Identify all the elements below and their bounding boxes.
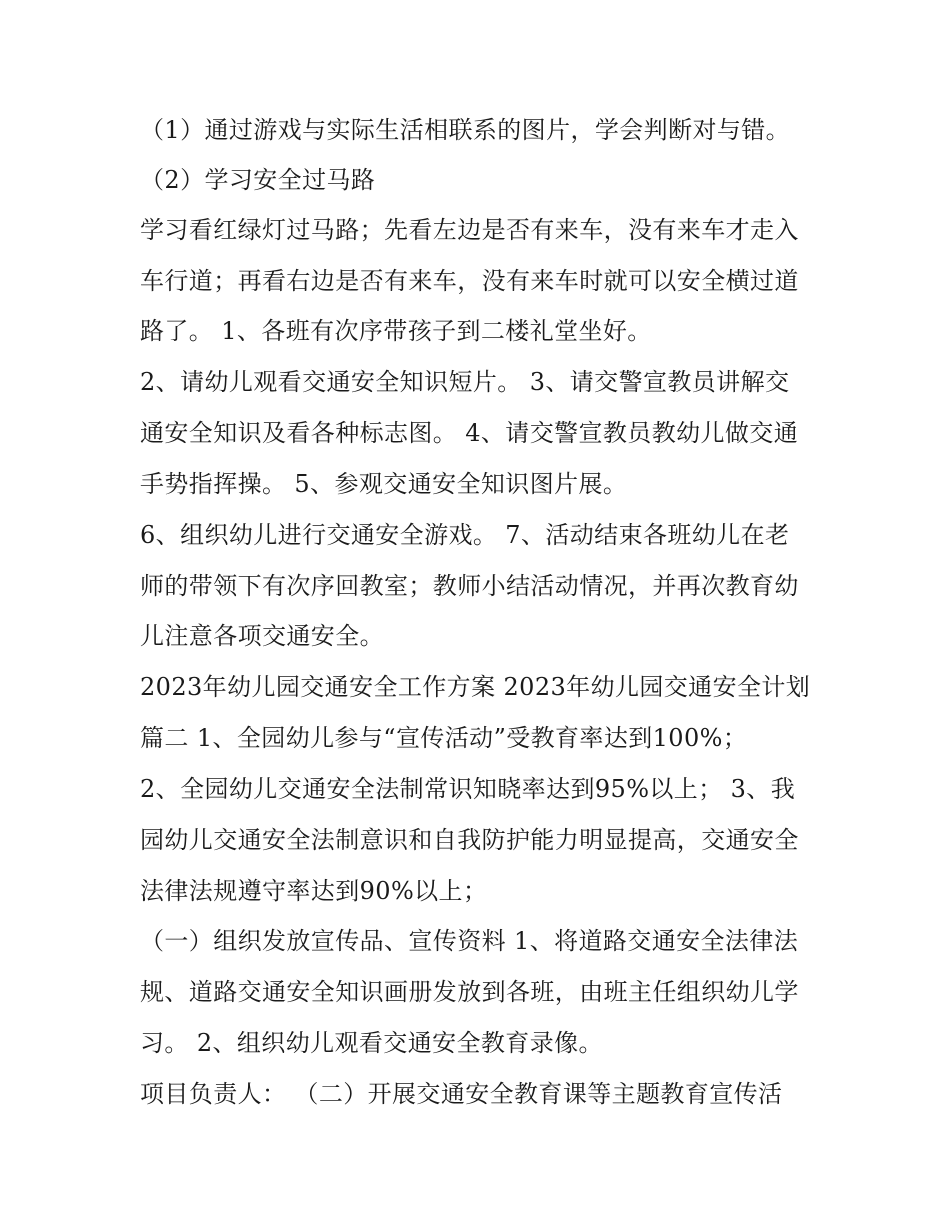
text-line: 手势指挥操。 5、参观交通安全知识图片展。 <box>140 470 628 498</box>
text-line: （一）组织发放宣传品、宣传资料 1、将道路交通安全法律法 <box>140 927 799 955</box>
text-line: 法律法规遵守率达到90%以上； <box>140 877 488 905</box>
text-line: 篇二 1、全园幼儿参与“宣传活动”受教育率达到100%； <box>140 724 748 752</box>
text-line: 路了。 1、各班有次序带孩子到二楼礼堂坐好。 <box>140 317 652 345</box>
text-line: 学习看红绿灯过马路；先看左边是否有来车，没有来车才走入 <box>140 216 799 244</box>
text-line: 2、请幼儿观看交通安全知识短片。 3、请交警宣教员讲解交 <box>140 368 790 396</box>
text-line: （1）通过游戏与实际生活相联系的图片，学会判断对与错。 <box>140 116 791 144</box>
text-line: （2）学习安全过马路 <box>140 166 376 194</box>
text-line: 项目负责人： （二）开展交通安全教育课等主题教育宣传活 <box>140 1080 783 1108</box>
text-line: 规、道路交通安全知识画册发放到各班，由班主任组织幼儿学 <box>140 978 799 1006</box>
text-line: 2、全园幼儿交通安全法制常识知晓率达到95%以上； 3、我 <box>140 775 796 803</box>
text-line: 师的带领下有次序回教室；教师小结活动情况，并再次教育幼 <box>140 572 799 600</box>
text-line: 儿注意各项交通安全。 <box>140 622 384 650</box>
text-line: 习。 2、组织幼儿观看交通安全教育录像。 <box>140 1029 603 1057</box>
text-line: 车行道；再看右边是否有来车，没有来车时就可以安全横过道 <box>140 267 799 295</box>
text-line: 园幼儿交通安全法制意识和自我防护能力明显提高，交通安全 <box>140 826 799 854</box>
text-line: 2023年幼儿园交通安全工作方案 2023年幼儿园交通安全计划 <box>140 673 811 701</box>
text-line: 通安全知识及看各种标志图。 4、请交警宣教员教幼儿做交通 <box>140 419 799 447</box>
text-line: 6、组织幼儿进行交通安全游戏。 7、活动结束各班幼儿在老 <box>140 521 790 549</box>
